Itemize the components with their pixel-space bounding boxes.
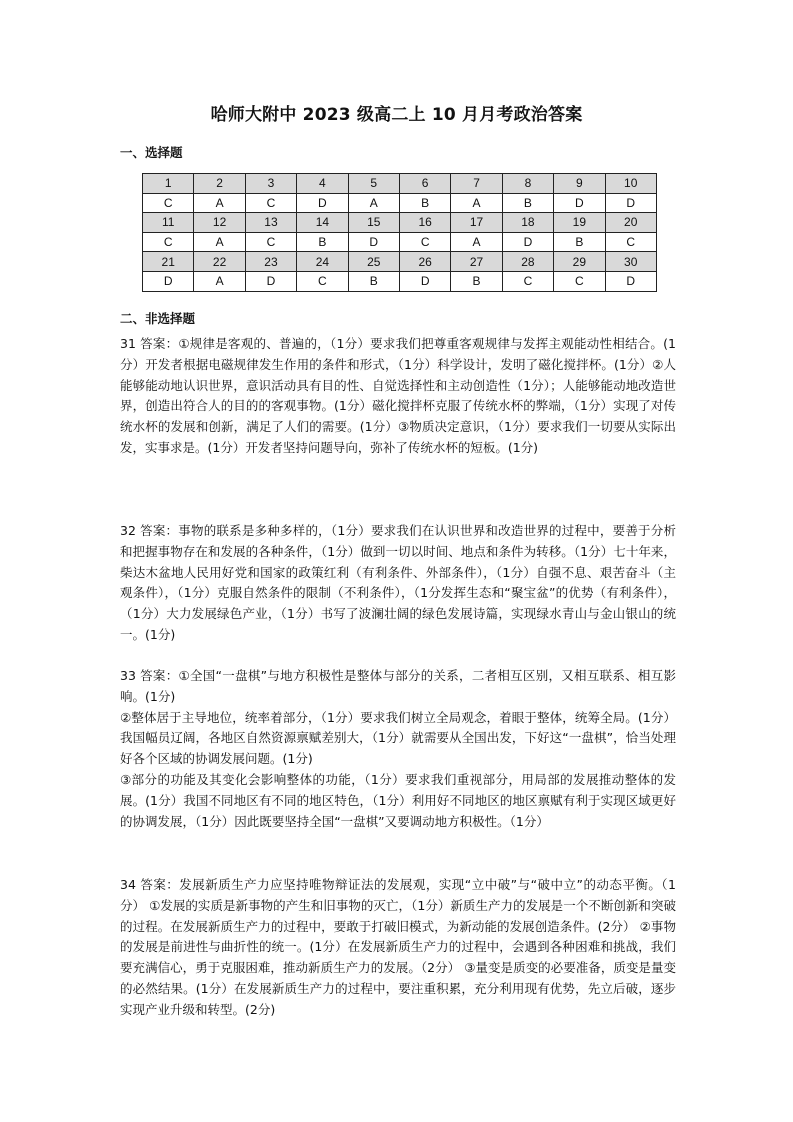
answer-cell: B [297,232,348,252]
answer-cell: A [451,232,502,252]
question-number-cell: 28 [502,252,553,272]
answer-33 [120,666,676,832]
answer-table [142,173,657,292]
answer-33-part-1: 33 答案：①全国“一盘棋”与地方积极性是整体与部分的关系，二者相互区别，又相互联系、相互影响。(1分) [120,668,676,704]
question-number-cell: 30 [605,252,656,272]
answer-32: 32 答案：事物的联系是多种多样的，（1分）要求我们在认识世界和改造世界的过程中，要善于分析和把握事物存在和发展的各种条件，（1分）做到一切以时间、地点和条件为转移。（1分）七十年来，柴达木盆地人民用好党和国家的政策红利（有利条件、外部条件），（1分）自强不息、艰苦奋斗（主观条件），（1分）克服自然条件的限制（不利条件），（1分发挥生态和“聚宝盆”的优势（有利条件），（1分）大力发展绿色产业，（1分）书写了波澜壮阔的绿色发展诗篇，实现绿水青山与金山银山的统一。(1分) [120,523,676,642]
question-number-cell: 5 [348,174,399,194]
question-number-cell: 2 [194,174,245,194]
answer-cell: B [554,232,605,252]
answer-cell: D [605,271,656,291]
question-number-cell: 24 [297,252,348,272]
question-number-cell: 1 [143,174,194,194]
answer-34: 34 答案：发展新质生产力应坚持唯物辩证法的发展观，实现“立中破”与“破中立”的动态平衡。（1分） ①发展的实质是新事物的产生和旧事物的灭亡，（1分）新质生产力的发展是一个不断创新和突破的过程。在发展新质生产力的过程中，要敢于打破旧模式，为新动能的发展创造条件。(2分） ②事物的发展是前进性与曲折性的统一。(1分）在发展新质生产力的过程中，会遇到各种困难和挑战，我们要充满信心，勇于克服困难，推动新质生产力的发展。（2分） ③量变是质变的必要准备，质变是量变的必然结果。(1分）在发展新质生产力的过程中，要注重积累，充分利用现有优势，先立后破，逐步实现产业升级和转型。(2分) [120,877,676,1017]
answer-33-part-2: ②整体居于主导地位，统率着部分，（1分）要求我们树立全局观念，着眼于整体，统筹全局。(1分）我国幅员辽阔，各地区自然资源禀赋差别大，（1分）就需要从全国出发，下好这“一盘棋”，恰当处理好各个区域的协调发展问题。(1分) [120,709,676,767]
question-number-cell: 19 [554,213,605,233]
answer-33-part-3: ③部分的功能及其变化会影响整体的功能，（1分）要求我们重视部分，用局部的发展推动整体的发展。(1分）我国不同地区有不同的地区特色，（1分）利用好不同地区的地区禀赋有利于实现区域更好的协调发展，（1分）因此既要坚持全国“一盘棋”又要调动地方积极性。（1分） [120,771,676,829]
answer-cell: B [348,271,399,291]
answer-cell: B [399,193,450,213]
answer-cell: B [502,193,553,213]
answer-cell: C [502,271,553,291]
question-number-cell: 17 [451,213,502,233]
answer-cell: D [554,193,605,213]
question-number-cell: 9 [554,174,605,194]
question-number-cell: 20 [605,213,656,233]
answer-cell: C [143,232,194,252]
question-number-cell: 21 [143,252,194,272]
question-number-cell: 3 [245,174,296,194]
answer-cell: C [245,232,296,252]
answer-cell: A [194,271,245,291]
question-number-cell: 4 [297,174,348,194]
question-number-cell: 10 [605,174,656,194]
answer-cell: D [297,193,348,213]
page-title: 哈师大附中 2023 级高二上 10 月月考政治答案 [210,105,583,125]
question-number-cell: 16 [399,213,450,233]
answer-cell: C [605,232,656,252]
answer-cell: D [605,193,656,213]
question-number-cell: 15 [348,213,399,233]
answer-cell: D [399,271,450,291]
question-number-row [143,252,657,272]
question-number-cell: 27 [451,252,502,272]
answer-cell: A [451,193,502,213]
answer-cell: C [143,193,194,213]
answer-row [143,193,657,213]
question-number-cell: 22 [194,252,245,272]
answer-cell: D [348,232,399,252]
answer-cell: D [502,232,553,252]
question-number-cell: 11 [143,213,194,233]
question-number-cell: 8 [502,174,553,194]
answer-cell: C [245,193,296,213]
question-number-cell: 18 [502,213,553,233]
question-number-cell: 26 [399,252,450,272]
answer-row [143,232,657,252]
question-number-cell: 12 [194,213,245,233]
answer-cell: B [451,271,502,291]
question-number-cell: 7 [451,174,502,194]
question-number-cell: 25 [348,252,399,272]
answer-cell: D [245,271,296,291]
answer-cell: C [554,271,605,291]
answer-cell: D [143,271,194,291]
answer-31: 31 答案：①规律是客观的、普遍的，（1分）要求我们把尊重客观规律与发挥主观能动性相结合。(1分）开发者根据电磁规律发生作用的条件和形式，（1分）科学设计，发明了磁化搅拌杯。(1分）②人能够能动地认识世界，意识活动具有目的性、自觉选择性和主动创造性（1分）；人能够能动地改造世界，创造出符合人的目的的客观事物。(1分）磁化搅拌杯克服了传统水杯的弊端，（1分）实现了对传统水杯的发展和创新，满足了人们的需要。(1分）③物质决定意识，（1分）要求我们一切要从实际出发，实事求是。(1分）开发者坚持问题导向，弥补了传统水杯的短板。(1分) [120,336,676,455]
answer-cell: A [194,193,245,213]
question-number-row [143,213,657,233]
question-number-cell: 13 [245,213,296,233]
section-heading-nonchoice: 二、非选择题 [120,311,196,326]
answer-cell: C [399,232,450,252]
question-number-row [143,174,657,194]
question-number-cell: 23 [245,252,296,272]
answer-row [143,271,657,291]
answer-cell: A [348,193,399,213]
question-number-cell: 14 [297,213,348,233]
answer-cell: A [194,232,245,252]
section-heading-choice: 一、选择题 [120,145,183,160]
answer-cell: C [297,271,348,291]
question-number-cell: 6 [399,174,450,194]
question-number-cell: 29 [554,252,605,272]
